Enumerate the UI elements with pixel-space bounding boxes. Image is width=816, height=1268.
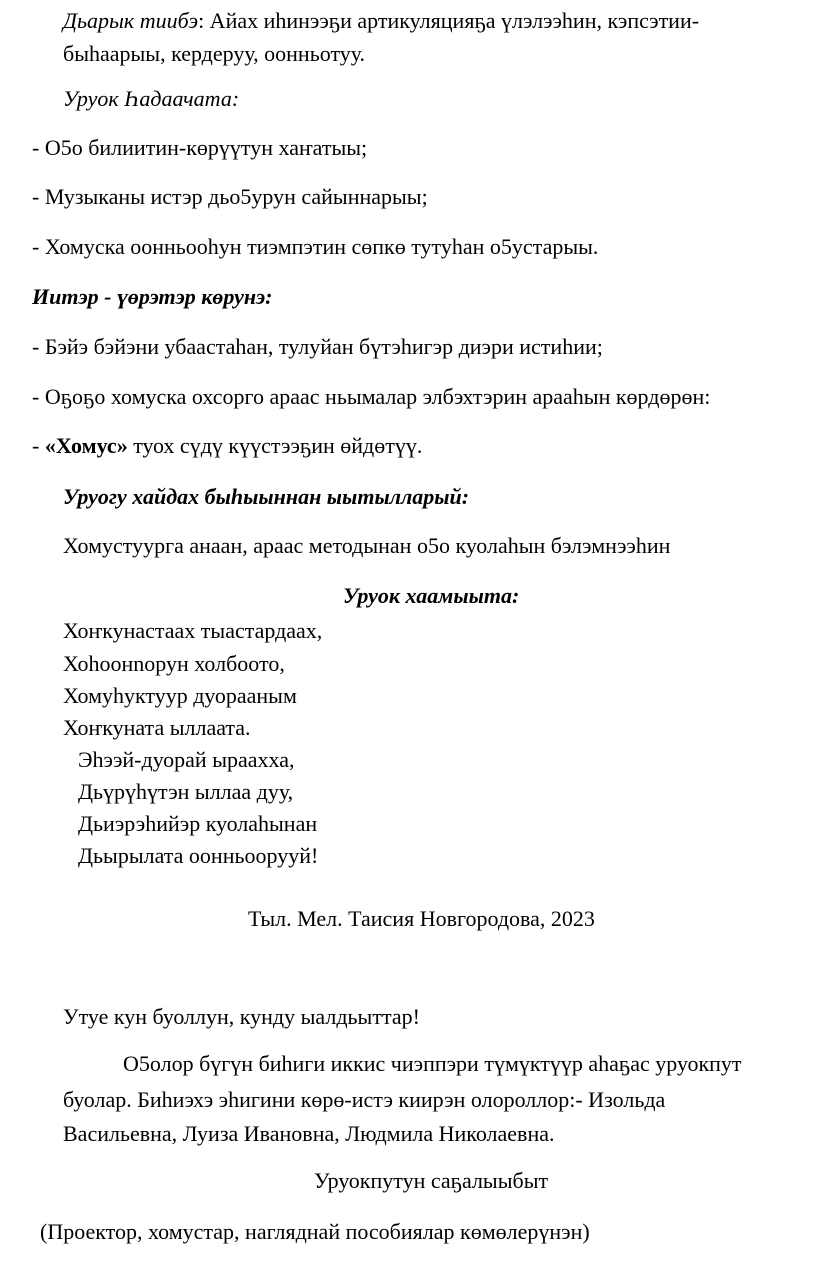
methods-heading: Уруогу хайдах быһыыннан ыытылларый:	[63, 484, 470, 509]
equipment-heading: Уруок Һадаачата:	[63, 86, 240, 111]
greeting: Утуе кун буоллун, кунду ыалдьыттар!	[63, 1004, 420, 1029]
intro-line-3: Васильевна, Луиза Ивановна, Людмила Николаевна.	[63, 1121, 555, 1146]
intro-line-1: О5олор бүгүн биһиги иккис чиэппэри түмүктүүр аһаҕас уруокпут	[123, 1051, 742, 1076]
methods-text: Хомустуурга анаан, араас методынан о5о куолаһын бэлэмнээһин	[63, 533, 671, 558]
expected-item-2: - Оҕоҕо хомуска охсорго араас ньымалар элбэхтэрин арааһын көрдөрөн:	[32, 384, 711, 409]
expected-item-3-prefix: -	[32, 433, 45, 458]
expected-item-3-rest: туох сүдү күүстээҕин өйдөтүү.	[127, 433, 423, 458]
expected-item-3	[32, 433, 422, 459]
goal-line-1	[63, 8, 699, 34]
equipment-item-3: - Хомуска оонньооһун тиэмпэтин сөпкө тутуһан о5устарыы.	[32, 234, 599, 259]
goal-line-2: быһаарыы, кердеруу, оонньотуу.	[63, 41, 366, 66]
expected-item-1: - Бэйэ бэйэни убаастаһан, тулуйан бүтэһигэр диэри истиһии;	[32, 334, 603, 359]
poem-line-8: Дьырылата оонньоорууй!	[78, 843, 319, 868]
poem-credit: Тыл. Мел. Таисия Новгородова, 2023	[248, 906, 595, 931]
equipment-item-2: - Музыканы истэр дьо5урун сайыннарыы;	[32, 184, 428, 209]
goal-label: Дьарык тиибэ	[63, 8, 199, 33]
lesson-start: Уруокпутун саҕалыыбыт	[314, 1168, 549, 1193]
intro-line-2: буолар. Биһиэхэ эһигини көрө-истэ киирэн олороллор:- Изольда	[63, 1087, 666, 1112]
poem-line-3: Хомуһуктуур дуорааным	[63, 683, 297, 708]
poem-line-7: Дьиэрэһийэр куолаһынан	[78, 811, 318, 836]
poem-line-4: Хоҥкуната ыллаата.	[63, 715, 251, 740]
materials-note: (Проектор, хомустар, нагляднай пособиялар көмөлерүнэн)	[40, 1219, 590, 1244]
poem-line-2: Хоһоонnорун холбоото,	[63, 651, 285, 676]
poem-line-6: Дьүрүһүтэн ыллаа дуу,	[78, 779, 294, 804]
equipment-item-1: - О5о билиитин-көрүүтун хаҥатыы;	[32, 135, 368, 160]
expected-item-3-bold: «Хомус»	[44, 433, 128, 458]
poem-line-5: Эһээй-дуорай ыраахха,	[78, 747, 295, 772]
poem-line-1: Хоҥкунастаах тыастардаах,	[63, 618, 323, 643]
goal-text-1: : Айах иһинээҕи артикуляцияҕа үлэлээһин, кэпсэтии-	[198, 8, 700, 33]
expected-heading: Иитэр - үөрэтэр көрунэ:	[32, 284, 273, 309]
lesson-heading: Уруок хаамыыта:	[343, 583, 520, 608]
